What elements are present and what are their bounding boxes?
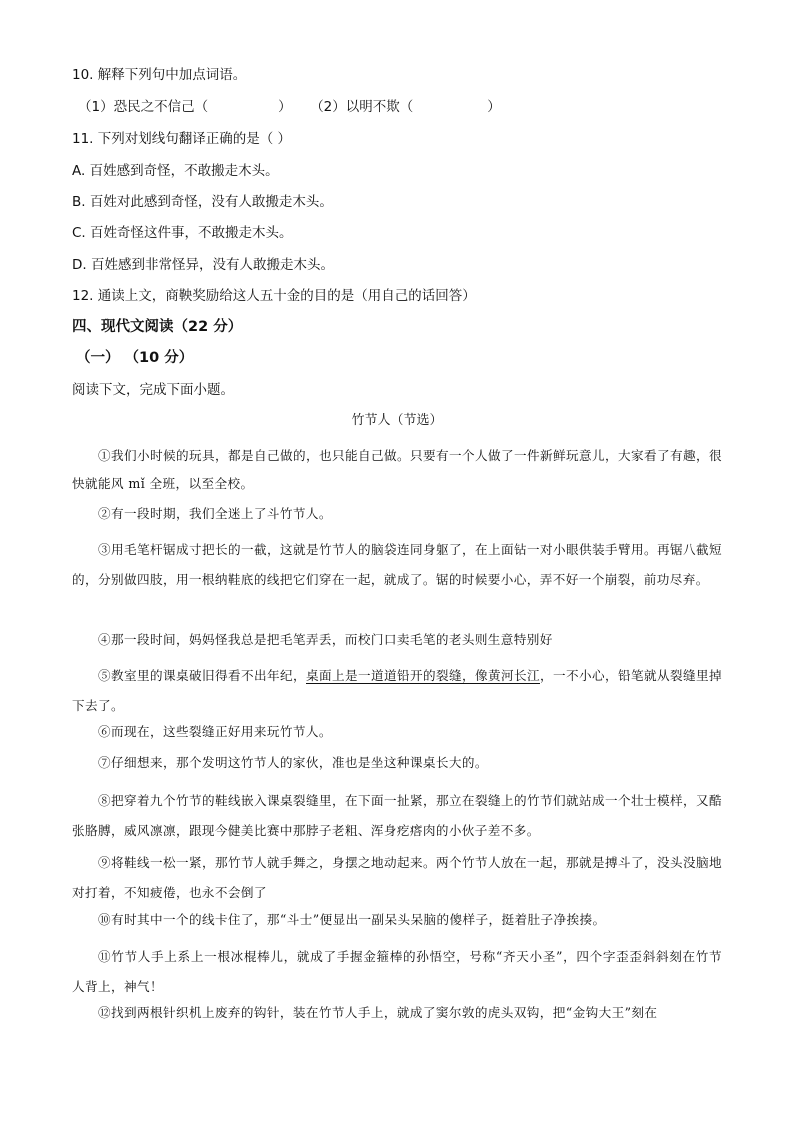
paragraph-5-start: ⑤教室里的课桌破旧得看不出年纪， (98, 668, 306, 683)
paragraph-6: ⑥而现在，这些裂缝正好用来玩竹节人。 (98, 724, 332, 739)
section-heading: 四、现代文阅读（22 分） (72, 319, 243, 335)
paragraph-9: ⑨将鞋线一松一紧，那竹节人就手舞之，身摆之地动起来。两个竹节人放在一起，那就是搏斗了，没头没脑地对打着，不知疲倦，也永不会倒了 (72, 855, 722, 900)
question-10-title: 10. 解释下列句中加点词语。 (72, 67, 247, 83)
paragraph-2: ②有一段时期，我们全迷上了斗竹节人。 (98, 506, 332, 521)
question-12-title: 12. 通读上文，商鞅奖励给这人五十金的目的是（用自己的话回答） (72, 288, 476, 304)
paragraph-10: ⑩有时其中一个的线卡住了，那“斗士”便显出一副呆头呆脑的傻样子，挺着肚子净挨揍。 (98, 912, 606, 927)
underlined-sentence: 桌面上是一道道铅开的裂缝，像黄河长江 (306, 668, 540, 683)
reading-instruction: 阅读下文，完成下面小题。 (72, 382, 234, 398)
question-11-title: 11. 下列对划线句翻译正确的是（ ） (72, 131, 292, 147)
paragraph-4: ④那一段时间，妈妈怪我总是把毛笔弄丢，而校门口卖毛笔的老头则生意特别好 (98, 632, 553, 647)
option-b: B. 百姓对此感到奇怪，没有人敢搬走木头。 (72, 194, 333, 210)
paragraph-11: ⑪竹节人手上系上一根冰棍棒儿，就成了手握金箍棒的孙悟空，号称“齐天小圣”，四个字歪歪斜斜刻在竹节人背上，神气！ (72, 949, 722, 994)
question-10-item-2-close: ） (487, 99, 501, 115)
paragraph-8: ⑧把穿着九个竹节的鞋线嵌入课桌裂缝里，在下面一扯紧，那立在裂缝上的竹节们就站成一个壮士模样，又酷张胳膊，威风凛凛，跟现今健美比赛中那脖子老粗、浑身疙瘩肉的小伙子差不多。 (72, 793, 722, 838)
paragraph-5-end: ，一不小心，铅笔就从裂缝里掉下去了。 (72, 668, 722, 713)
paragraph-5 (72, 661, 722, 721)
sub-section-heading: （一） （10 分） (76, 350, 194, 366)
question-10-item-1: （1）恐民之不信己（ (78, 99, 209, 115)
option-a: A. 百姓感到奇怪，不敢搬走木头。 (72, 163, 279, 179)
question-10-items (78, 98, 501, 116)
paragraph-12: ⑫找到两根针织机上废弃的钩针，装在竹节人手上，就成了窦尔敦的虎头双钩，把“金钩大王”刻在 (98, 1005, 658, 1020)
question-10-item-2: （2）以明不欺（ (310, 99, 414, 115)
paragraph-1: ①我们小时候的玩具，都是自己做的，也只能自己做。只要有一个人做了一件新鲜玩意儿，大家看了有趣，很快就能风 mǐ 全班，以至全校。 (72, 448, 722, 491)
option-d: D. 百姓感到非常怪异，没有人敢搬走木头。 (72, 257, 334, 273)
passage-title: 竹节人（节选） (351, 413, 443, 428)
question-10-item-1-close: ） (278, 99, 292, 115)
paragraph-7: ⑦仔细想来，那个发明这竹节人的家伙，准也是坐这种课桌长大的。 (98, 755, 488, 770)
paragraph-3: ③用毛笔杆锯成寸把长的一截，这就是竹节人的脑袋连同身躯了，在上面钻一对小眼供装手臂用。再锯八截短的，分别做四肢，用一根纳鞋底的线把它们穿在一起，就成了。锯的时候要小心，弄不好一个崩裂，前功尽弃。 (72, 542, 722, 587)
option-c: C. 百姓奇怪这件事，不敢搬走木头。 (72, 225, 293, 241)
